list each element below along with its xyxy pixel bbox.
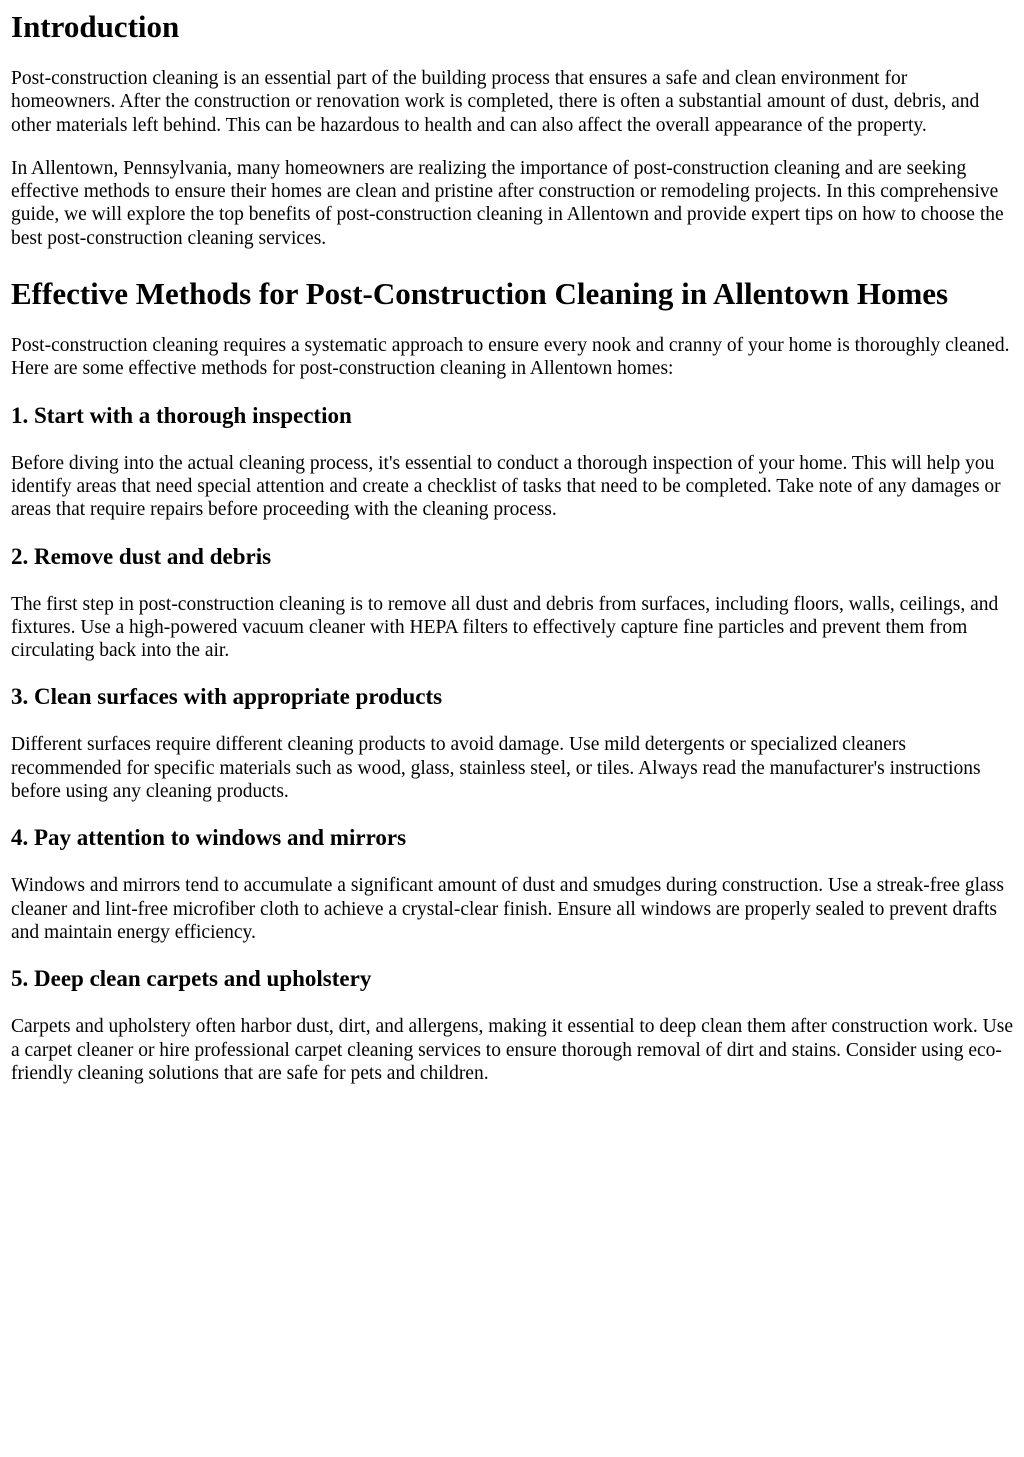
step-1-heading: 1. Start with a thorough inspection	[11, 402, 352, 428]
step-1-paragraph: Before diving into the actual cleaning process, it's essential to conduct a thorough inspection of your home. This will help you identify areas that need special attention and create a checklist of tasks that need to be completed. Take note of any damages or areas that require repairs before proceeding with the cleaning process.	[11, 452, 1001, 521]
step-3-paragraph: Different surfaces require different cleaning products to avoid damage. Use mild detergents or specialized cleaners recommended for specific materials such as wood, glass, stainless steel, or tiles. Always read the manufacturer's instructions before using any cleaning products.	[11, 734, 981, 803]
methods-heading: Effective Methods for Post-Construction Cleaning in Allentown Homes	[11, 276, 949, 312]
step-4-heading: 4. Pay attention to windows and mirrors	[11, 825, 407, 851]
intro-paragraph-1: Post-construction cleaning is an essential part of the building process that ensures a safe and clean environment for homeowners. After the construction or renovation work is completed, there is often a substantial amount of dust, debris, and other materials left behind. This can be hazardous to health and can also affect the overall appearance of the property.	[11, 68, 980, 136]
introduction-heading: Introduction	[11, 9, 180, 44]
step-5-paragraph: Carpets and upholstery often harbor dust, dirt, and allergens, making it essential to deep clean them after construction work. Use a carpet cleaner or hire professional carpet cleaning services to ensure thorough removal of dirt and stains. Consider using eco-friendly cleaning solutions that are safe for pets and children.	[11, 1016, 1013, 1084]
intro-paragraph-2: In Allentown, Pennsylvania, many homeowners are realizing the importance of post-construction cleaning and are seeking effective methods to ensure their homes are clean and pristine after construction or remodeling projects. In this comprehensive guide, we will explore the top benefits of post-construction cleaning in Allentown and provide expert tips on how to choose the best post-construction cleaning services.	[11, 157, 1004, 249]
step-2-heading: 2. Remove dust and debris	[11, 543, 272, 569]
document-page	[0, 9, 1024, 1085]
methods-intro-paragraph: Post-construction cleaning requires a systematic approach to ensure every nook and cranny of your home is thoroughly cleaned. Here are some effective methods for post-construction cleaning in Allentown homes:	[11, 335, 1010, 380]
step-5-heading: 5. Deep clean carpets and upholstery	[11, 966, 372, 992]
step-2-paragraph: The first step in post-construction cleaning is to remove all dust and debris from surfaces, including floors, walls, ceilings, and fixtures. Use a high-powered vacuum cleaner with HEPA filters to effectively capture fine particles and prevent them from circulating back into the air.	[11, 593, 999, 662]
step-4-paragraph: Windows and mirrors tend to accumulate a significant amount of dust and smudges during construction. Use a streak-free glass cleaner and lint-free microfiber cloth to achieve a crystal-clear finish. Ensure all windows are properly sealed to prevent drafts and maintain energy efficiency.	[11, 875, 1004, 943]
step-3-heading: 3. Clean surfaces with appropriate products	[11, 684, 443, 710]
